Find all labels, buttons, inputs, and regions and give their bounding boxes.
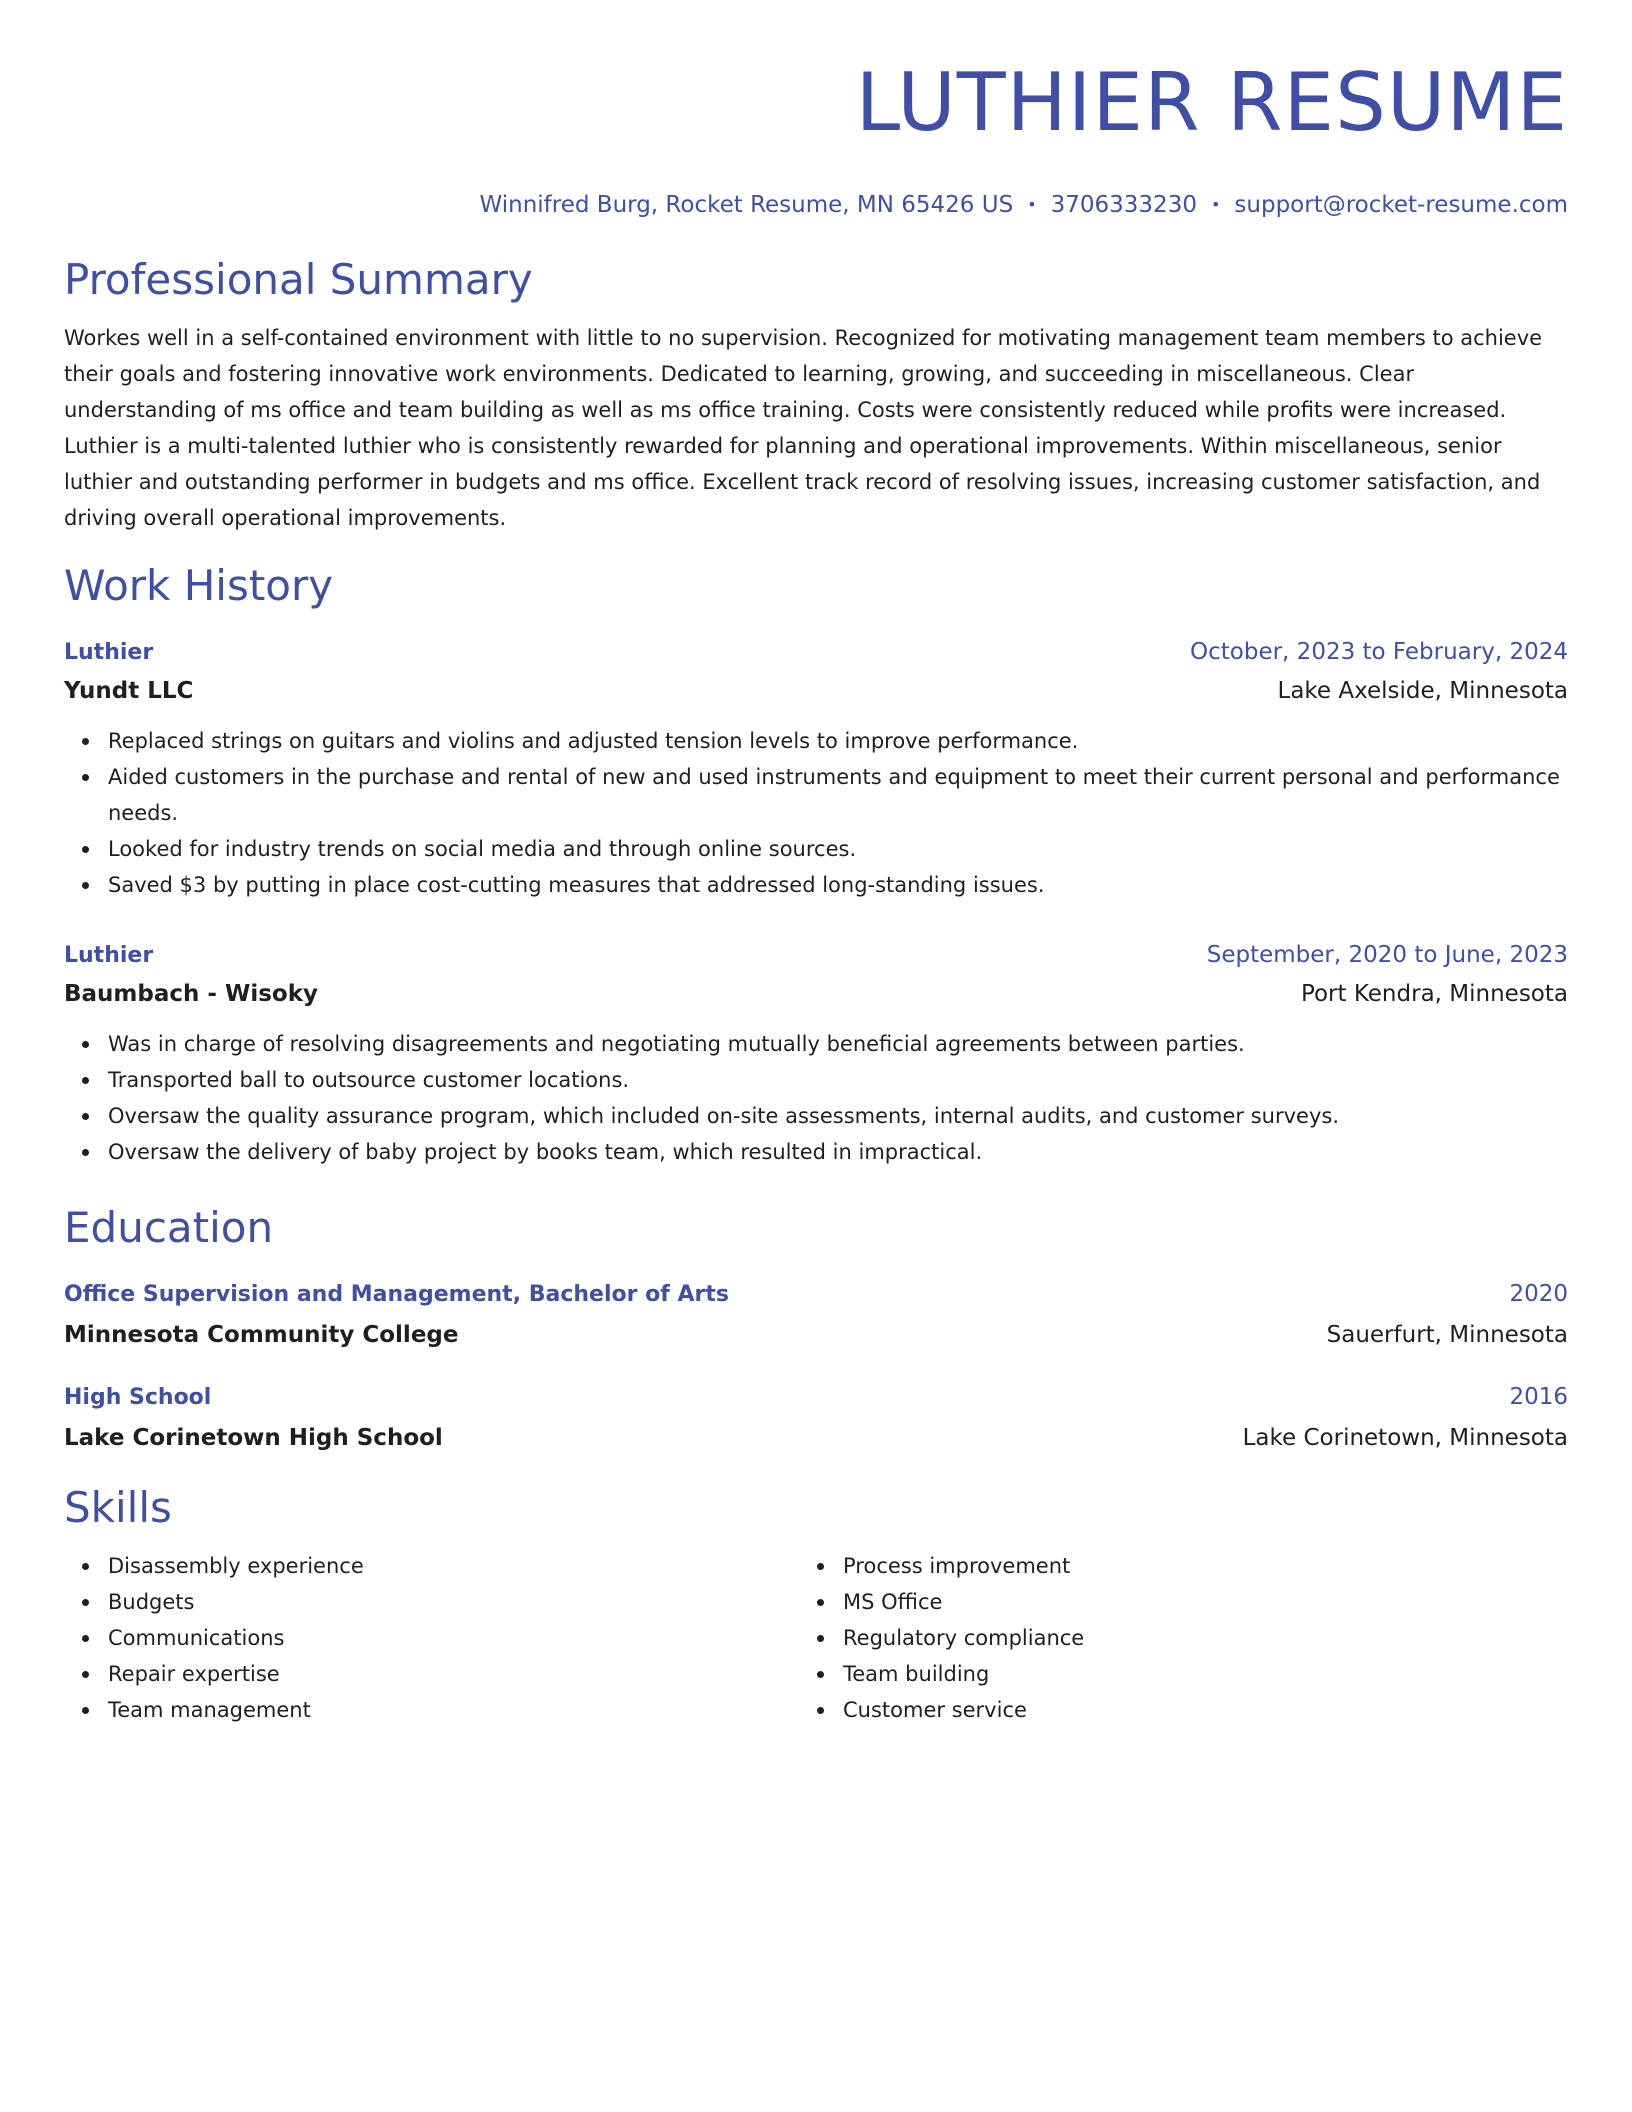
- summary-heading: Professional Summary: [64, 255, 533, 304]
- job-dates: October, 2023 to February, 2024: [1190, 639, 1568, 665]
- skill-item: MS Office: [843, 1584, 1534, 1620]
- job-bullet: Was in charge of resolving disagreements and negotiating mutually beneficial agreements between parties.: [108, 1026, 1568, 1062]
- job-company: Yundt LLC: [64, 678, 194, 704]
- job-bullet: Aided customers in the purchase and rental of new and used instruments and equipment to meet their current personal and performance needs.: [108, 759, 1568, 831]
- skill-item: Disassembly experience: [108, 1548, 799, 1584]
- education-location: Sauerfurt, Minnesota: [1326, 1322, 1568, 1348]
- contact-address: Winnifred Burg, Rocket Resume, MN 65426 US: [479, 192, 1014, 218]
- skill-item: Budgets: [108, 1584, 799, 1620]
- education-school: Minnesota Community College: [64, 1322, 459, 1348]
- skills-list: [64, 1548, 1568, 1728]
- skills-heading: Skills: [64, 1483, 172, 1532]
- skill-item: Communications: [108, 1620, 799, 1656]
- job-dates: September, 2020 to June, 2023: [1206, 942, 1568, 968]
- job-location: Lake Axelside, Minnesota: [1277, 678, 1568, 704]
- job-bullet: Oversaw the delivery of baby project by books team, which resulted in impractical.: [108, 1134, 1568, 1170]
- job-bullets: [64, 723, 1568, 903]
- education-degree: Office Supervision and Management, Bachelor of Arts: [64, 1282, 729, 1307]
- job-role: Luthier: [64, 943, 154, 968]
- contact-separator: •: [1210, 195, 1221, 214]
- summary-text: Workes well in a self-contained environment with little to no supervision. Recognized for motivating management team members to achieve their goals and fostering innovative work environments. Dedicated to learning, growing, and succeeding in miscellaneous. Clear understanding of ms office and team building as well as ms office training. Costs were consistently reduced while profits were increased. Luthier is a multi-talented luthier who is consistently rewarded for planning and operational improvements. Within miscellaneous, senior luthier and outstanding performer in budgets and ms office. Excellent track record of resolving issues, increasing customer satisfaction, and driving overall operational improvements.: [64, 326, 1543, 530]
- contact-separator: •: [1027, 195, 1037, 214]
- contact-email: support@rocket-resume.com: [1234, 192, 1568, 218]
- job-entry: [64, 939, 1568, 1170]
- education-entry: [64, 1278, 1568, 1351]
- education-degree: High School: [64, 1385, 212, 1410]
- job-company: Baumbach - Wisoky: [64, 981, 318, 1007]
- job-entry: [64, 636, 1568, 903]
- skill-item: Team management: [108, 1692, 799, 1728]
- education-heading: Education: [64, 1203, 274, 1252]
- job-bullet: Saved $3 by putting in place cost-cutting measures that addressed long-standing issues.: [108, 867, 1568, 903]
- job-bullets: [64, 1026, 1568, 1170]
- job-bullet: Oversaw the quality assurance program, which included on-site assessments, internal audits, and customer surveys.: [108, 1098, 1568, 1134]
- contact-line: [64, 190, 1568, 220]
- job-location: Port Kendra, Minnesota: [1300, 981, 1568, 1007]
- skill-item: Customer service: [843, 1692, 1534, 1728]
- resume-title: LUTHIER RESUME: [855, 56, 1568, 149]
- work-history-heading: Work History: [64, 561, 334, 610]
- skill-item: Process improvement: [843, 1548, 1534, 1584]
- education-school: Lake Corinetown High School: [64, 1425, 443, 1451]
- skill-item: Team building: [843, 1656, 1534, 1692]
- education-year: 2020: [1509, 1281, 1568, 1307]
- skill-item: Repair expertise: [108, 1656, 799, 1692]
- job-bullet: Transported ball to outsource customer locations.: [108, 1062, 1568, 1098]
- job-role: Luthier: [64, 640, 154, 665]
- skills-column-left: [64, 1548, 799, 1728]
- contact-phone: 3706333230: [1050, 192, 1197, 218]
- job-bullet: Looked for industry trends on social media and through online sources.: [108, 831, 1568, 867]
- skill-item: Regulatory compliance: [843, 1620, 1534, 1656]
- job-bullet: Replaced strings on guitars and violins and adjusted tension levels to improve performance.: [108, 723, 1568, 759]
- education-year: 2016: [1509, 1384, 1568, 1410]
- education-location: Lake Corinetown, Minnesota: [1242, 1425, 1568, 1451]
- education-entry: [64, 1381, 1568, 1454]
- skills-column-right: [799, 1548, 1534, 1728]
